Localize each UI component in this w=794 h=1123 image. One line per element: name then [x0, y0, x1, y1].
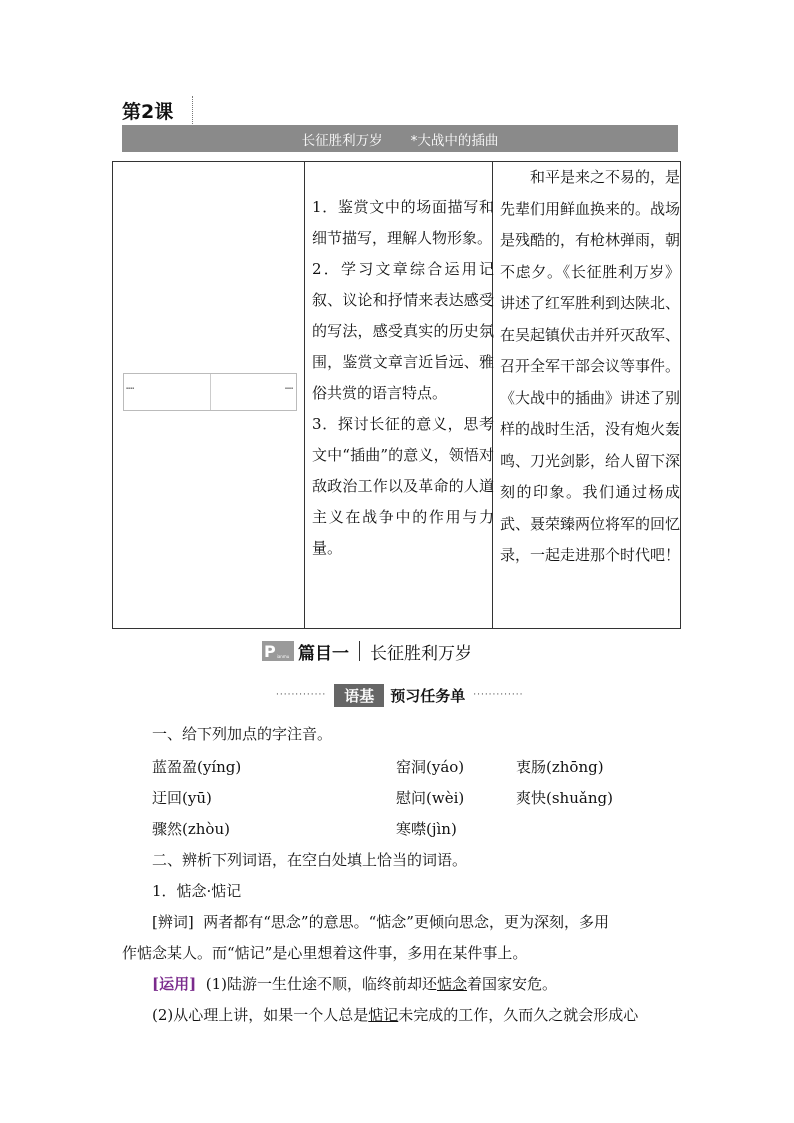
goal-item: 2．学习文章综合运用记叙、议论和抒情来表达感受的写法，感受真实的历史氛围，鉴赏文章言近旨远、雅俗共赏的语言特点。 [312, 260, 494, 402]
lesson-label-divider [192, 96, 193, 124]
section-name: 长征胜利万岁 [370, 643, 472, 664]
lesson-label: 第2课 [122, 101, 174, 123]
task-heading [276, 683, 523, 707]
bianci-text-2: 作惦念某人。而“惦记”是心里想着这件事，多用在某件事上。 [122, 944, 528, 962]
pinyin-item: 窑洞(yáo) [396, 758, 465, 776]
exercise-1-answer: 惦念 [437, 975, 468, 993]
lesson-summary [500, 162, 680, 572]
section-separator [359, 641, 360, 661]
bianci-text-1: 两者都有“思念”的意思。“惦念”更倾向思念，更为深刻，多用 [203, 913, 609, 931]
q1-heading: 一、给下列加点的字注音。 [152, 725, 333, 743]
exercise-2-answer: 惦记 [368, 1006, 399, 1024]
yunyong-tag: [运用] [152, 975, 197, 993]
pianmu-logo: P ianmu [262, 641, 294, 661]
bianci-tag: [辨词] [152, 913, 194, 931]
lesson-title-2: *大战中的插曲 [410, 132, 499, 149]
learning-goals [312, 192, 494, 564]
exercise-2 [152, 1004, 638, 1025]
pinyin-item: 蓝盈盈(yíng) [152, 758, 242, 776]
pinyin-item: 迂回(yū) [152, 789, 212, 807]
exercise-1 [152, 973, 557, 994]
pinyin-item: 爽快(shuǎng) [516, 789, 613, 807]
thumbnail-image: ▪▪▪▪ ▪▪▪▪ [123, 373, 297, 411]
goal-item: 1．鉴赏文中的场面描写和细节描写，理解人物形象。 [312, 198, 494, 247]
exercise-2-pre: (2)从心理上讲，如果一个人总是 [152, 1006, 369, 1024]
section-number: 篇目一 [298, 643, 349, 664]
q2-heading: 二、辨析下列词语，在空白处填上恰当的词语。 [152, 851, 468, 869]
dots-left: ············· [276, 690, 327, 700]
intro-table [112, 161, 681, 629]
exercise-1-post: 着国家安危。 [467, 975, 558, 993]
task-name: 预习任务单 [390, 686, 466, 705]
pinyin-item: 慰问(wèi) [396, 789, 465, 807]
summary-text: 和平是来之不易的，是先辈们用鲜血换来的。战场是残酷的，有枪林弹雨，朝不虑夕。《长征胜利万岁》讲述了红军胜利到达陕北、在吴起镇伏击并歼灭敌军、召开全军干部会议等事件。《大战中的插曲》讲述了别样的战时生活，没有炮火轰鸣、刀光剑影，给人留下深刻的印象。我们通过杨成武、聂荣臻两位将军的回忆录，一起走进那个时代吧！ [500, 168, 681, 564]
pinyin-item: 骤然(zhòu) [152, 820, 230, 838]
pinyin-item: 衷肠(zhōng) [516, 758, 604, 776]
exercise-2-post: 未完成的工作，久而久之就会形成心 [398, 1006, 639, 1024]
pinyin-item: 寒噤(jìn) [396, 820, 457, 838]
bianci-line-1 [152, 911, 609, 932]
lesson-title-1: 长征胜利万岁 [301, 132, 383, 149]
section-title [262, 638, 472, 664]
dots-right: ············· [473, 690, 524, 700]
task-badge: 语基 [334, 684, 384, 707]
exercise-1-pre: (1)陆游一生仕途不顺，临终前却还 [205, 975, 437, 993]
goal-item: 3．探讨长征的意义，思考文中“插曲”的意义，领悟对敌政治工作以及革命的人道主义在战争中的作用与力量。 [312, 415, 494, 557]
lesson-header-bar [122, 125, 678, 152]
table-divider [304, 162, 305, 628]
q2-item-title: 1．惦念·惦记 [152, 882, 242, 900]
